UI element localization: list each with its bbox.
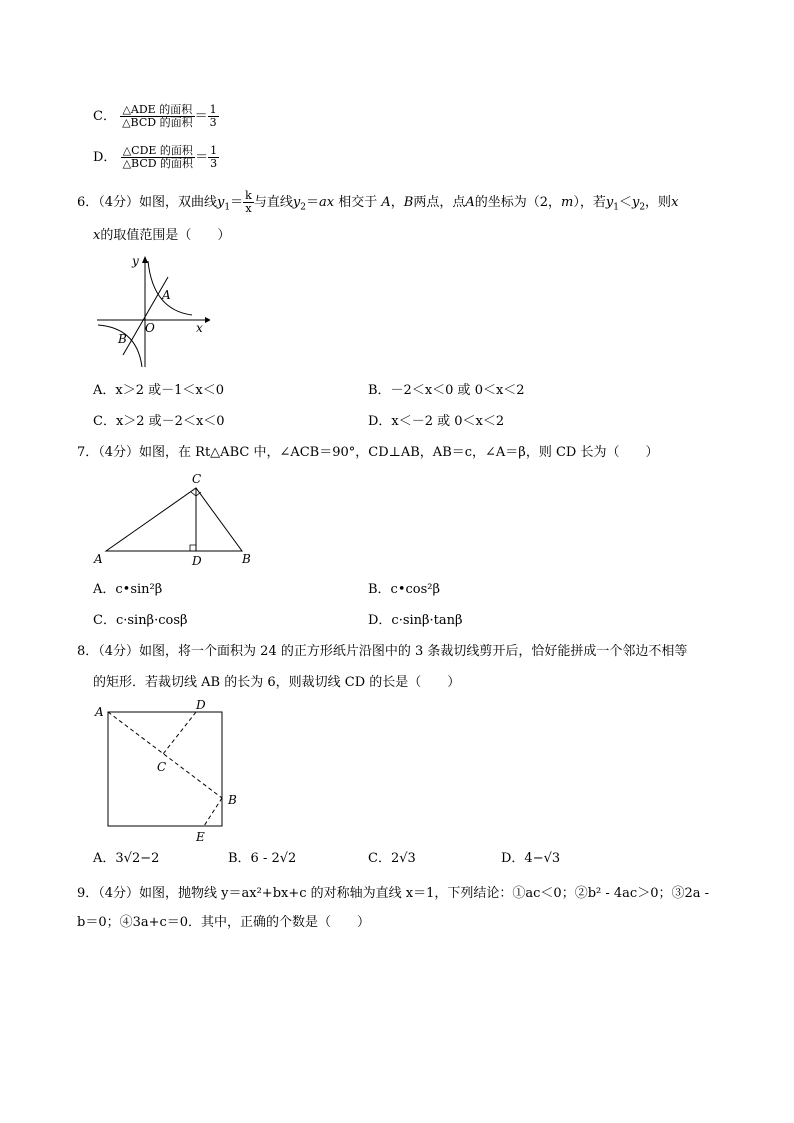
q6-hyperbola-figure: [95, 255, 210, 370]
option-label: D．: [93, 150, 117, 165]
q8-stem-line1: 8．（4分）如图，将一个面积为 24 的正方形纸片沿图中的 3 条裁切线剪开后，恰好能拼成一个邻边不相等: [77, 644, 688, 659]
q6-text: 的坐标为（2，: [474, 195, 561, 210]
q9-stem-line2: b＝0；④3a+c＝0．其中，正确的个数是（ ）: [77, 915, 371, 930]
q8-option-c[interactable]: C．2√3: [368, 851, 416, 866]
q6-text: ，则: [645, 195, 672, 210]
q6-text: 两点，点: [413, 195, 466, 210]
label-A: A: [94, 552, 103, 566]
q6-option-c[interactable]: C．x＞2 或－2＜x＜0: [93, 414, 225, 429]
fraction-numerator: △CDE 的面积: [121, 145, 195, 158]
label-B: B: [118, 332, 127, 346]
value-fraction: [208, 104, 219, 129]
q6-stem-line1: 6．（4分）如图，双曲线$y_1=$ $\frac{k}{x}$ 与直线$y_2=ax$ 相交于 A，B两点，点A的坐标为（2，m），若$y_1<y_2$，则x: [77, 189, 679, 215]
q7-option-d[interactable]: D．c·sinβ·tanβ: [368, 613, 463, 628]
label-y: y: [132, 255, 139, 268]
q7-option-c[interactable]: C．c·sinβ·cosβ: [93, 613, 188, 628]
q9-stem-line1: 9．（4分）如图，抛物线 y＝ax²+bx+c 的对称轴为直线 x＝1，下列结论：①ac＜0；②b² - 4ac＞0；③2a -: [77, 886, 710, 901]
q6-text: ），若: [573, 195, 606, 210]
q7-option-a[interactable]: A．c•sin²β: [93, 582, 163, 597]
label-B: B: [242, 552, 251, 566]
label-x: x: [196, 321, 203, 335]
fraction-denominator: 3: [210, 157, 218, 170]
label-B: B: [228, 793, 237, 807]
cut-line-CD: [163, 712, 196, 754]
option-label: C．: [93, 109, 116, 124]
q5-option-c[interactable]: [93, 104, 219, 129]
fraction-numerator: △ADE 的面积: [120, 104, 194, 117]
q8-option-b[interactable]: B．6 - 2√2: [228, 851, 297, 866]
right-angle-mark-D: [190, 545, 196, 551]
q7-stem: 7．（4分）如图，在 Rt△ABC 中，∠ACB＝90°，CD⊥AB，AB＝c，∠A＝β，则 CD 长为（ ）: [77, 445, 659, 460]
fraction-denominator: 3: [209, 116, 217, 129]
value-fraction: [208, 145, 219, 170]
label-A: A: [162, 288, 171, 302]
x-axis-arrow: [205, 317, 210, 323]
q8-square-figure: [90, 697, 250, 847]
fraction-numerator: 1: [210, 144, 218, 157]
cut-line-AB: [108, 712, 222, 798]
fraction-numerator: 1: [209, 103, 217, 116]
q6-option-d[interactable]: D．x＜－2 或 0＜x＜2: [368, 414, 505, 429]
q6-text: 相交于: [338, 195, 378, 210]
label-O: O: [145, 321, 155, 335]
triangle-ABC: [106, 488, 242, 551]
equals-sign: ＝: [195, 150, 209, 165]
q6-option-b[interactable]: B．－2＜x＜0 或 0＜x＜2: [368, 383, 525, 398]
q6-text: 的取值范围是（ ）: [100, 228, 231, 243]
fraction-denominator: △BCD 的面积: [122, 157, 194, 170]
label-E: E: [196, 830, 205, 844]
area-ratio-fraction: [120, 104, 194, 129]
q7-option-b[interactable]: B．c•cos²β: [368, 582, 441, 597]
y-axis-arrow: [142, 256, 148, 263]
q6-prefix: 6．（4分）如图，双曲线: [77, 195, 218, 210]
q5-option-d[interactable]: [93, 145, 219, 170]
q7-triangle-figure: [90, 470, 260, 570]
label-C: C: [157, 760, 167, 774]
fraction-denominator: △BCD 的面积: [122, 116, 193, 129]
q8-option-a[interactable]: A．3√2−2: [93, 851, 160, 866]
k-over-x-fraction: $\frac{k}{x}$: [245, 189, 252, 215]
q6-stem-line2: x的取值范围是（ ）: [93, 228, 231, 243]
q8-stem-line2: 的矩形．若裁切线 AB 的长为 6，则裁切线 CD 的长是（ ）: [93, 675, 461, 690]
label-D: D: [192, 554, 202, 568]
q6-text: 与直线: [253, 195, 293, 210]
area-ratio-fraction: [121, 145, 195, 170]
q6-option-a[interactable]: A．x＞2 或－1＜x＜0: [93, 383, 224, 398]
label-D: D: [196, 698, 206, 712]
label-C: C: [192, 472, 202, 486]
label-A: A: [95, 705, 104, 719]
cut-line-BE: [204, 798, 222, 826]
equals-sign: ＝: [194, 109, 208, 124]
q8-option-d[interactable]: D．4−√3: [501, 851, 561, 866]
